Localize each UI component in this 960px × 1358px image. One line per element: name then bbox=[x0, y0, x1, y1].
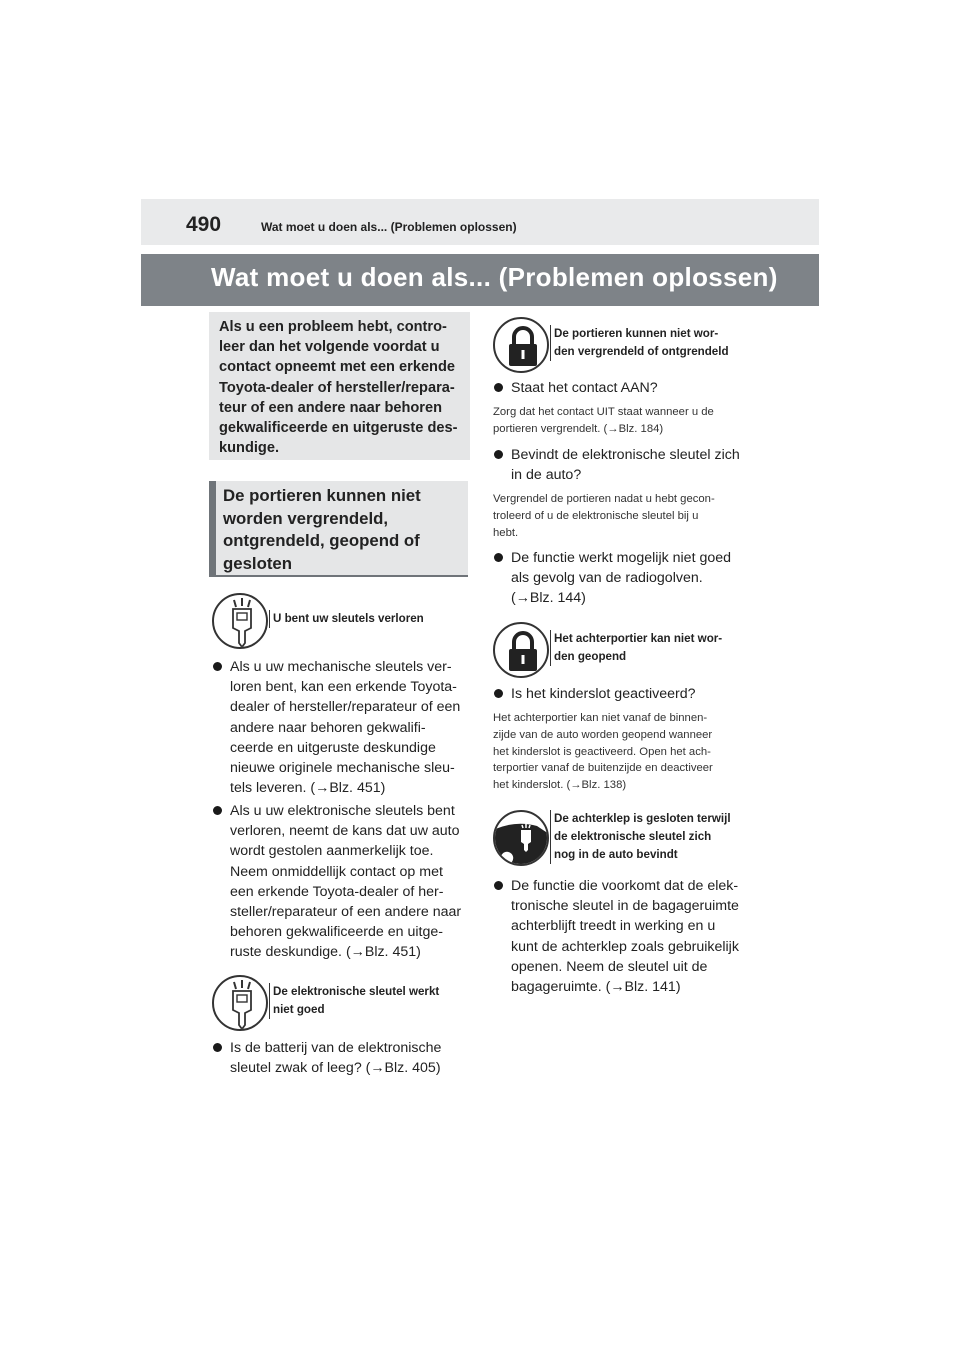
text-line: kunt de achterklep zoals gebruikelijk bbox=[511, 938, 739, 955]
subheading-text: den geopend bbox=[554, 650, 627, 663]
text-line: ceerde en uitgeruste deskundige bbox=[230, 739, 436, 756]
text-line: zijde van de auto worden geopend wanneer bbox=[493, 728, 713, 741]
subheading-label bbox=[550, 630, 722, 666]
text-line: sleutel zwak of leeg? (→Blz. 405) bbox=[230, 1060, 441, 1077]
list-item bbox=[493, 378, 763, 398]
text-line: verloren, neemt de kans dat uw auto bbox=[230, 823, 460, 840]
trunk-key-icon bbox=[493, 810, 549, 866]
text-line: in de auto? bbox=[511, 467, 582, 484]
intro-line: teur of een andere naar behoren bbox=[219, 399, 443, 416]
text-line: andere naar behoren gekwalifi- bbox=[230, 719, 426, 736]
subheading-keys-lost bbox=[212, 593, 424, 649]
text-line: bagageruimte. (→Blz. 141) bbox=[511, 979, 681, 996]
text-line: tels leveren. (→Blz. 451) bbox=[230, 780, 386, 797]
text-line: Is de batterij van de elektronische bbox=[230, 1040, 442, 1056]
text-line: Zorg dat het contact UIT staat wanneer u de bbox=[493, 406, 714, 418]
list-item bbox=[212, 1038, 472, 1078]
padlock-icon bbox=[493, 317, 549, 373]
subheading-text: den vergrendeld of ontgrendeld bbox=[554, 345, 729, 358]
section-heading-line: gesloten bbox=[223, 553, 293, 573]
text-line: het kinderslot. (→Blz. 138) bbox=[493, 779, 627, 792]
subheading-back-door-not-open bbox=[493, 622, 722, 678]
text-line: Neem onmiddellijk contact op met bbox=[230, 863, 443, 880]
subheading-text: De portieren kunnen niet wor- bbox=[554, 327, 719, 340]
subheading-label bbox=[269, 983, 439, 1019]
intro-line: Toyota-dealer of hersteller/repara- bbox=[219, 379, 455, 396]
text-line: portieren vergrendelt. (→Blz. 184) bbox=[493, 422, 664, 435]
section-heading-line: ontgrendeld, geopend of bbox=[223, 531, 420, 550]
text-line: behoren gekwalificeerde en uitge- bbox=[230, 924, 443, 941]
subheading-text: nog in de auto bevindt bbox=[554, 848, 678, 861]
text-line: nieuwe originele mechanische sleu- bbox=[230, 760, 455, 777]
text-line: loren bent, kan een erkende Toyota- bbox=[230, 679, 457, 696]
intro-line: leer dan het volgende voordat u bbox=[219, 339, 440, 356]
list-item bbox=[493, 548, 763, 609]
text-line: terportier vanaf de buitenzijde en deactiveer bbox=[493, 762, 713, 775]
subheading-key-not-working bbox=[212, 975, 439, 1031]
intro-line: contact opneemt met een erkende bbox=[219, 359, 456, 376]
list-item bbox=[493, 684, 763, 704]
subheading-key-in-luggage bbox=[493, 810, 731, 866]
intro-line: kundige. bbox=[219, 440, 279, 457]
intro-line: gekwalificeerde en uitgeruste des- bbox=[219, 420, 458, 437]
text-line: als gevolg van de radiogolven. bbox=[511, 570, 703, 587]
running-header-title: Wat moet u doen als... (Problemen oplossen) bbox=[261, 220, 517, 234]
subheading-text: de elektronische sleutel zich bbox=[554, 830, 712, 843]
text-line: een erkende Toyota-dealer of her- bbox=[230, 883, 444, 900]
text-line: De functie die voorkomt dat de elek- bbox=[511, 878, 739, 894]
subheading-doors-not-lock bbox=[493, 317, 729, 373]
key-icon bbox=[212, 975, 268, 1031]
text-line: Het achterportier kan niet vanaf de binnen- bbox=[493, 712, 708, 724]
subheading-text: Het achterportier kan niet wor- bbox=[554, 632, 723, 645]
text-line: De functie werkt mogelijk niet goed bbox=[511, 550, 732, 566]
section-heading bbox=[209, 481, 468, 577]
text-line: hebt. bbox=[493, 526, 519, 539]
text-line: tronische sleutel in de bagageruimte bbox=[511, 898, 739, 915]
note-text bbox=[493, 491, 763, 541]
text-line: het kinderslot is geactiveerd. Open het ach- bbox=[493, 745, 711, 758]
subheading-text: De elektronische sleutel werkt bbox=[273, 985, 440, 998]
text-line: steller/reparateur of een andere naar bbox=[230, 904, 462, 921]
section-heading-line: worden vergrendeld, bbox=[223, 508, 389, 528]
text-line: Als u uw elektronische sleutels bent bbox=[230, 803, 455, 819]
text-line: (→Blz. 144) bbox=[511, 590, 586, 607]
text-line: openen. Neem de sleutel uit de bbox=[511, 958, 708, 975]
text-line: wordt gestolen aanmerkelijk toe. bbox=[230, 843, 434, 860]
subheading-text: U bent uw sleutels verloren bbox=[273, 612, 424, 625]
intro-line: Als u een probleem hebt, contro- bbox=[219, 319, 447, 335]
subheading-label bbox=[550, 810, 731, 864]
subheading-label bbox=[269, 610, 424, 628]
text-line: Bevindt de elektronische sleutel zich bbox=[511, 447, 740, 463]
list-item bbox=[212, 801, 472, 963]
padlock-icon bbox=[493, 622, 549, 678]
text-line: Is het kinderslot geactiveerd? bbox=[511, 686, 696, 702]
text-line: Als u uw mechanische sleutels ver- bbox=[230, 659, 452, 675]
page-number: 490 bbox=[186, 213, 222, 236]
subheading-text: De achterklep is gesloten terwijl bbox=[554, 812, 731, 825]
text-line: achterblijft treedt in werking en u bbox=[511, 918, 716, 935]
title-band bbox=[141, 254, 819, 306]
subheading-text: niet goed bbox=[273, 1003, 325, 1016]
text-line: dealer of hersteller/reparateur of een bbox=[230, 699, 461, 716]
text-line: Vergrendel de portieren nadat u hebt gecon- bbox=[493, 493, 715, 505]
text-line: ruste deskundige. (→Blz. 451) bbox=[230, 944, 421, 961]
page-title: Wat moet u doen als... (Problemen oplossen) bbox=[211, 262, 778, 292]
key-icon bbox=[212, 593, 268, 649]
list-item bbox=[493, 445, 763, 485]
text-line: troleerd of u de elektronische sleutel bij u bbox=[493, 509, 699, 522]
subheading-label bbox=[550, 325, 729, 361]
note-text bbox=[493, 710, 763, 794]
text-line: Staat het contact AAN? bbox=[511, 380, 658, 396]
section-heading-line: De portieren kunnen niet bbox=[223, 486, 421, 505]
note-text bbox=[493, 404, 763, 438]
intro-box bbox=[209, 312, 470, 460]
list-item bbox=[493, 876, 765, 997]
list-item bbox=[212, 657, 472, 798]
